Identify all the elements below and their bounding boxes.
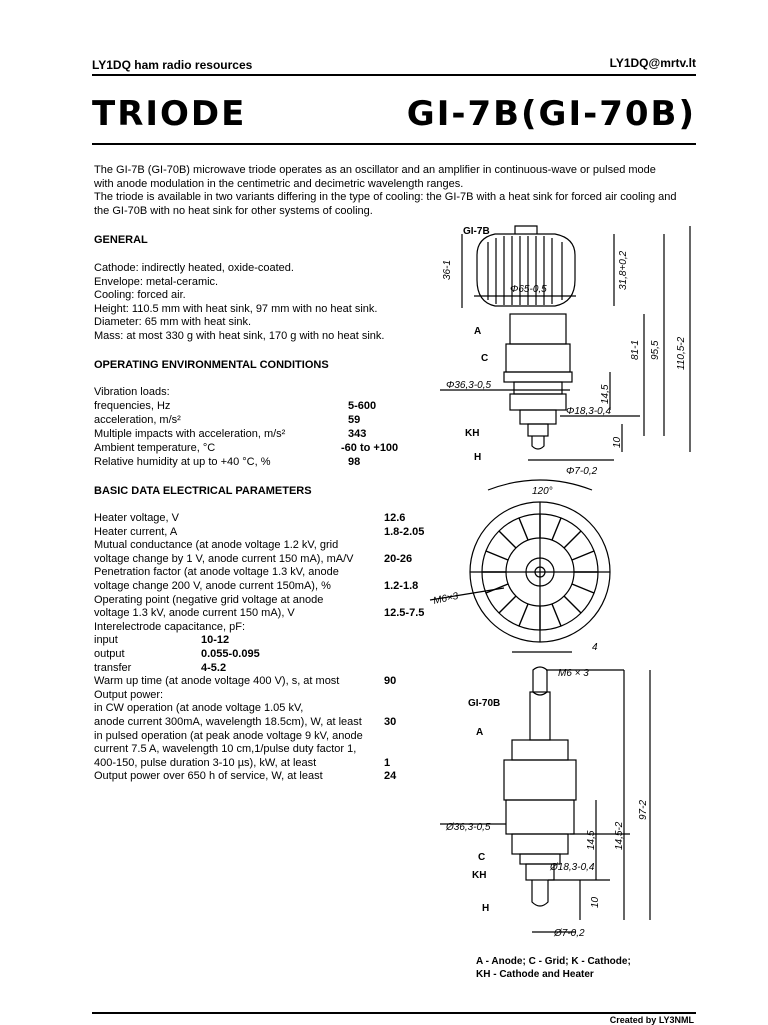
dim-183b: Ø18,3-0,4 — [550, 862, 595, 873]
tube-drawing — [400, 220, 720, 980]
electrical-label: Output power: — [94, 688, 164, 701]
electrical-value: 90 — [384, 675, 397, 688]
legend-line: A - Anode; C - Grid; K - Cathode; — [476, 956, 631, 967]
intro-paragraph — [94, 164, 704, 218]
electrical-label: in CW operation (at anode voltage 1.05 kV, — [94, 702, 304, 715]
electrical-heading: BASIC DATA ELECTRICAL PARAMETERS — [94, 485, 312, 497]
electrical-value: 0.055-0.095 — [201, 648, 260, 660]
electrical-label: 400-150, pulse duration 3-10 µs), kW, at least — [94, 756, 317, 769]
pin-kh-label: KH — [465, 428, 480, 439]
electrical-value: 12.5-7.5 — [384, 607, 425, 620]
env-heading: OPERATING ENVIRONMENTAL CONDITIONS — [94, 359, 329, 371]
gi70b-label: GI-70B — [468, 698, 501, 709]
footer-credit: Created by LY3NML — [609, 1015, 694, 1025]
legend-line: KH - Cathode and Heater — [476, 969, 594, 980]
electrical-label: Operating point (negative grid voltage at anode — [94, 593, 324, 606]
env-label: frequencies, Hz — [94, 400, 171, 412]
general-item: Mass: at most 330 g with heat sink, 170 g with no heat sink. — [94, 329, 385, 342]
dim-7: Φ7-0,2 — [566, 466, 598, 477]
dim-10: 10 — [612, 436, 623, 448]
general-list — [94, 262, 384, 344]
pin-a-label: A — [474, 326, 482, 337]
dim-318: 31,8+0,2 — [618, 250, 629, 290]
intro-line: with anode modulation in the centimetric and decimetric wavelength ranges. — [94, 177, 464, 190]
title-rule — [92, 143, 696, 145]
electrical-label: current 7.5 A, wavelength 10 cm,1/pulse duty factor 1, — [94, 743, 357, 756]
dim-145: 14,5 — [600, 384, 611, 404]
general-item: Cathode: indirectly heated, oxide-coated. — [94, 262, 294, 274]
electrical-label: Interelectrode capacitance, pF: — [94, 620, 246, 633]
electrical-label: Output power over 650 h of service, W, at least — [94, 770, 323, 783]
electrical-value: 20-26 — [384, 552, 413, 565]
dim-183: Φ18,3-0,4 — [566, 406, 612, 417]
env-value: -60 to +100 — [341, 442, 399, 454]
env-label: Relative humidity at up to +40 °C, % — [94, 456, 271, 468]
electrical-label: Warm up time (at anode voltage 400 V), s, at most — [94, 675, 340, 688]
dim-81: 81-1 — [630, 339, 641, 360]
electrical-value: 10-12 — [201, 634, 230, 647]
electrical-label: Penetration factor (at anode voltage 1.3 kV, anode — [94, 566, 339, 579]
env-value: 59 — [348, 414, 361, 426]
electrical-value: 30 — [384, 716, 397, 728]
dim-363b: Ø36,3-0,5 — [446, 822, 491, 833]
footer-rule — [92, 1012, 696, 1014]
pin-h-label-b: H — [482, 903, 490, 914]
intro-line: the GI-70B with no heat sink for other systems of cooling. — [94, 204, 373, 217]
general-item: Cooling: forced air. — [94, 289, 186, 302]
pin-c-label: C — [481, 353, 489, 364]
electrical-label: transfer — [94, 661, 132, 674]
dim-36: 36-1 — [442, 259, 453, 280]
env-value: 5-600 — [348, 400, 377, 412]
general-item: Diameter: 65 mm with heat sink. — [94, 316, 252, 329]
header-rule — [92, 74, 696, 76]
env-value: 343 — [348, 428, 367, 440]
electrical-label: Mutual conductance (at anode voltage 1.2 kV, grid — [94, 539, 339, 552]
electrical-label: Heater voltage, V — [94, 512, 179, 524]
general-item: Height: 110.5 mm with heat sink, 97 mm with no heat sink. — [94, 302, 378, 315]
dim-m6x3: M6×3 — [432, 590, 460, 607]
electrical-value: 1 — [384, 756, 391, 769]
electrical-value: 1.8-2.05 — [384, 525, 425, 538]
electrical-label: Heater current, A — [94, 525, 178, 538]
dim-145b: 14,5 — [586, 830, 597, 850]
electrical-label: voltage change 200 V, anode current 150mA), % — [94, 580, 331, 592]
angle-120: 120° — [532, 486, 553, 497]
pin-h-label: H — [474, 452, 482, 463]
electrical-label: output — [94, 648, 125, 660]
dim-4: 4 — [592, 642, 598, 653]
electrical-label: voltage 1.3 kV, anode current 150 mA), V — [94, 607, 295, 620]
dim-363: Φ36,3-0,5 — [446, 380, 492, 391]
electrical-value: 12.6 — [384, 512, 406, 524]
electrical-label: in pulsed operation (at peak anode voltage 9 kV, anode — [94, 729, 363, 742]
general-heading: GENERAL — [94, 234, 148, 246]
pin-a-label-b: A — [476, 727, 484, 738]
dim-955: 95,5 — [650, 340, 661, 360]
electrical-label: voltage change by 1 V, anode current 150 mA), mA/V — [94, 552, 354, 565]
env-label: Multiple impacts with acceleration, m/s² — [94, 428, 286, 440]
dim-65: Φ65-0,5 — [510, 284, 547, 295]
dim-97: 97-2 — [638, 799, 649, 820]
page-title: TRIODE — [92, 94, 247, 134]
pin-kh-label-b: KH — [472, 870, 487, 881]
dim-7b: Ø7-0,2 — [554, 928, 585, 939]
electrical-value: 4-5.2 — [201, 661, 227, 674]
general-item: Envelope: metal-ceramic. — [94, 275, 219, 288]
site-name: LY1DQ ham radio resources — [92, 58, 253, 72]
contact-email: LY1DQ@mrtv.lt — [609, 56, 696, 70]
env-label: Ambient temperature, °C — [94, 442, 216, 454]
env-intro: Vibration loads: — [94, 386, 170, 398]
env-label: acceleration, m/s² — [94, 414, 181, 426]
electrical-label: input — [94, 634, 118, 647]
pin-c-label-b: C — [478, 852, 486, 863]
electrical-value: 1.2-1.8 — [384, 580, 419, 592]
electrical-value: 24 — [384, 770, 397, 783]
env-value: 98 — [348, 456, 361, 468]
intro-line: The triode is available in two variants differing in the type of cooling: the GI-7B with a heat sink for forced air cooling and — [94, 191, 677, 204]
intro-line: The GI-7B (GI-70B) microwave triode operates as an oscillator and an amplifier in continuous-wave or pulsed mode — [94, 164, 656, 176]
dim-10b: 10 — [590, 896, 601, 908]
pin-legend — [476, 955, 631, 981]
dim-m6x3b: M6 × 3 — [558, 668, 589, 679]
dim-1105: 110,5-2 — [676, 336, 687, 370]
tube-model: GI-7B(GI-70B) — [406, 94, 696, 134]
dim-1452: 14,5-2 — [614, 821, 625, 850]
gi7b-label: GI-7B — [463, 226, 490, 237]
electrical-label: anode current 300mA, wavelength 18.5cm), W, at least — [94, 716, 362, 728]
